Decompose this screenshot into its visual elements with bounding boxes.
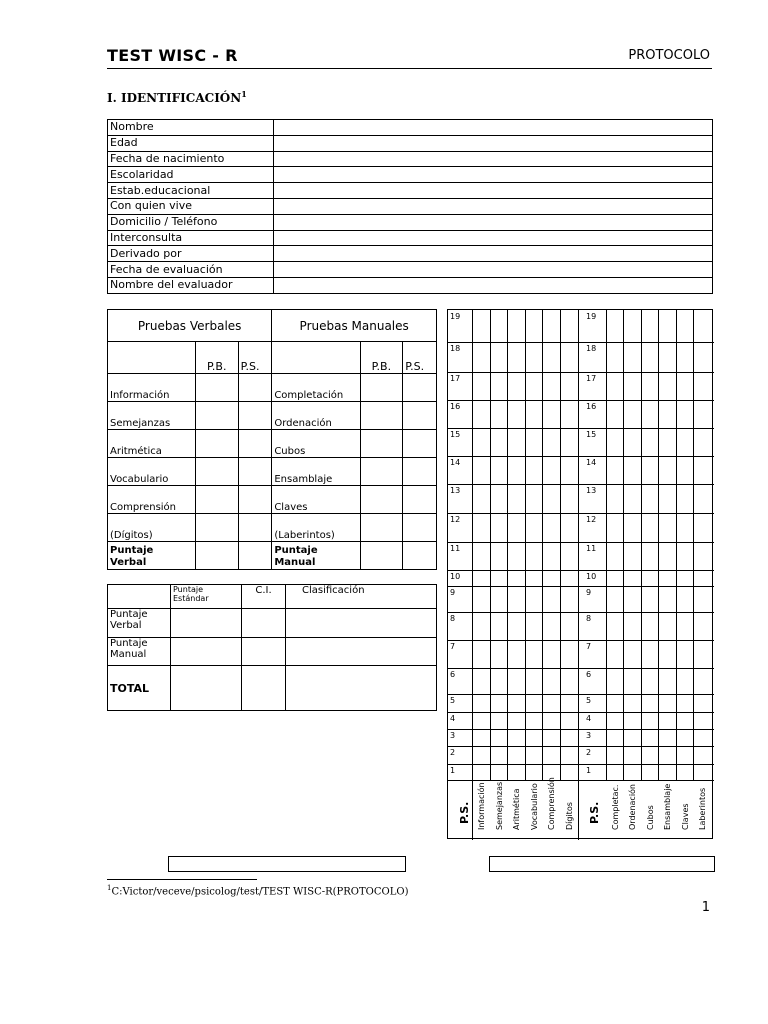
scale-number-verbal: 8	[450, 614, 456, 623]
verbal-ps-cell[interactable]	[238, 486, 272, 514]
identification-row	[108, 135, 713, 151]
summary-row	[108, 638, 437, 666]
scale-number-verbal: 7	[450, 642, 456, 651]
summary-ci-header: C.I.	[242, 585, 286, 609]
verbal-total-ps[interactable]	[238, 542, 272, 570]
tests-row	[108, 374, 437, 402]
verbal-test-label: Aritmética	[108, 430, 196, 458]
grid-row-line	[448, 764, 714, 765]
footnote-mark: 1	[241, 89, 247, 99]
section-title-text: I. IDENTIFICACIÓN	[107, 91, 242, 105]
document-type: PROTOCOLO	[628, 48, 710, 63]
grid-col-line	[472, 780, 473, 840]
grid-col-line	[578, 310, 579, 780]
manual-test-label: Ordenación	[272, 402, 360, 430]
identification-row	[108, 120, 713, 136]
summary-class-header: Clasificación	[286, 585, 437, 609]
scale-number-verbal: 15	[450, 430, 461, 439]
scale-number-verbal: 4	[450, 714, 456, 723]
identification-value-field[interactable]	[274, 277, 713, 293]
scale-number-manual: 18	[586, 344, 597, 353]
ps-label-manual: P.S.	[588, 801, 601, 824]
identification-label: Derivado por	[108, 246, 274, 262]
manual-column-label: Completac.	[611, 784, 620, 830]
tests-blank-cell	[108, 342, 196, 374]
verbal-pb-cell[interactable]	[195, 514, 238, 542]
grid-col-line	[623, 310, 624, 780]
scale-number-manual: 11	[586, 544, 597, 553]
tests-table	[107, 309, 437, 570]
grid-col-line	[658, 310, 659, 780]
scale-number-verbal: 2	[450, 748, 456, 757]
identification-label: Nombre	[108, 120, 274, 136]
manual-pb-cell[interactable]	[360, 430, 403, 458]
scale-number-manual: 19	[586, 312, 597, 321]
scale-number-manual: 6	[586, 670, 592, 679]
identification-value-field[interactable]	[274, 262, 713, 278]
manual-pb-header: P.B.	[360, 342, 403, 374]
summary-ci-cell[interactable]	[242, 638, 286, 666]
summary-blank	[108, 585, 171, 609]
grid-col-line	[560, 310, 561, 780]
manual-column-label: Claves	[681, 803, 690, 830]
verbal-column-label: Información	[477, 782, 486, 830]
identification-label: Fecha de nacimiento	[108, 151, 274, 167]
scale-number-manual: 3	[586, 731, 592, 740]
manual-ps-cell[interactable]	[403, 486, 437, 514]
grid-row-line	[448, 746, 714, 747]
summary-class-cell[interactable]	[286, 638, 437, 666]
scale-number-verbal: 6	[450, 670, 456, 679]
identification-value-field[interactable]	[274, 230, 713, 246]
scale-number-manual: 10	[586, 572, 597, 581]
scale-number-manual: 7	[586, 642, 592, 651]
verbal-ps-header: P.S.	[238, 342, 272, 374]
identification-row	[108, 246, 713, 262]
summary-ci-cell[interactable]	[242, 609, 286, 638]
tests-row	[108, 458, 437, 486]
scale-number-verbal: 19	[450, 312, 461, 321]
manual-ps-cell[interactable]	[403, 374, 437, 402]
header-rule	[107, 68, 712, 69]
manual-ps-header: P.S.	[403, 342, 437, 374]
scale-number-verbal: 10	[450, 572, 461, 581]
identification-row	[108, 230, 713, 246]
summary-row	[108, 609, 437, 638]
verbal-test-label: Información	[108, 374, 196, 402]
identification-label: Nombre del evaluador	[108, 277, 274, 293]
manual-pb-cell[interactable]	[360, 486, 403, 514]
manual-column-label: Ordenación	[628, 783, 637, 830]
grid-col-line	[472, 310, 473, 780]
tests-row	[108, 486, 437, 514]
verbal-test-label: Semejanzas	[108, 402, 196, 430]
scale-number-verbal: 12	[450, 515, 461, 524]
tests-row	[108, 402, 437, 430]
scale-number-manual: 1	[586, 766, 592, 775]
identification-row	[108, 277, 713, 293]
grid-col-line	[542, 310, 543, 780]
grid-row-line	[448, 668, 714, 669]
manual-test-label: Cubos	[272, 430, 360, 458]
manual-column-label: Ensamblaje	[663, 783, 672, 830]
scale-number-verbal: 13	[450, 486, 461, 495]
summary-row-label: Puntaje Verbal	[108, 609, 171, 638]
verbal-column-label: Dígitos	[565, 802, 574, 830]
identification-row	[108, 183, 713, 199]
footnote-text: C:Victor/veceve/psicolog/test/TEST WISC-R(PROTOCOLO)	[111, 886, 409, 898]
verbal-pb-cell[interactable]	[195, 374, 238, 402]
identification-value-field[interactable]	[274, 120, 713, 136]
verbal-ps-cell[interactable]	[238, 514, 272, 542]
footnote-mark: 1	[107, 884, 112, 892]
scale-number-verbal: 16	[450, 402, 461, 411]
scale-number-manual: 8	[586, 614, 592, 623]
grid-row-line	[448, 729, 714, 730]
identification-value-field[interactable]	[274, 135, 713, 151]
grid-row-line	[448, 640, 714, 641]
identification-label: Domicilio / Teléfono	[108, 214, 274, 230]
summary-table	[107, 584, 437, 711]
section-title	[107, 89, 247, 105]
identification-value-field[interactable]	[274, 167, 713, 183]
scale-number-manual: 4	[586, 714, 592, 723]
scale-number-verbal: 9	[450, 588, 456, 597]
manual-column-label: Laberintos	[698, 787, 707, 830]
tests-blank-cell	[272, 342, 360, 374]
grid-row-line	[448, 513, 714, 514]
grid-row-line	[448, 612, 714, 613]
verbal-column-label: Comprensión	[547, 777, 556, 830]
manual-test-label: (Laberintos)	[272, 514, 360, 542]
identification-label: Fecha de evaluación	[108, 262, 274, 278]
verbal-total-label: Puntaje Verbal	[108, 542, 196, 570]
grid-col-line	[693, 310, 694, 780]
scale-number-verbal: 1	[450, 766, 456, 775]
scale-number-manual: 9	[586, 588, 592, 597]
footnote	[107, 884, 408, 897]
verbal-column-label: Vocabulario	[530, 783, 539, 830]
manual-test-label: Completación	[272, 374, 360, 402]
identification-row	[108, 198, 713, 214]
verbal-column-label: Aritmética	[512, 788, 521, 830]
verbal-test-label: Vocabulario	[108, 458, 196, 486]
scale-number-manual: 17	[586, 374, 597, 383]
manual-total-label: Puntaje Manual	[272, 542, 360, 570]
summary-standard-cell[interactable]	[171, 666, 242, 711]
manual-pb-cell[interactable]	[360, 458, 403, 486]
manual-test-label: Ensamblaje	[272, 458, 360, 486]
verbal-tests-header: Pruebas Verbales	[108, 310, 272, 342]
verbal-pb-cell[interactable]	[195, 486, 238, 514]
grid-col-line	[490, 310, 491, 780]
tests-row	[108, 430, 437, 458]
grid-col-line	[676, 310, 677, 780]
grid-row-line	[448, 456, 714, 457]
summary-class-cell[interactable]	[286, 609, 437, 638]
manual-tests-header: Pruebas Manuales	[272, 310, 437, 342]
identification-row	[108, 214, 713, 230]
identification-value-field[interactable]	[274, 246, 713, 262]
scale-number-verbal: 14	[450, 458, 461, 467]
identification-row	[108, 262, 713, 278]
signature-box-right[interactable]	[489, 856, 715, 872]
grid-row-line	[448, 712, 714, 713]
manual-pb-cell[interactable]	[360, 402, 403, 430]
manual-test-label: Claves	[272, 486, 360, 514]
grid-row-line	[448, 780, 714, 781]
grid-row-line	[448, 400, 714, 401]
grid-row-line	[448, 372, 714, 373]
verbal-total-pb[interactable]	[195, 542, 238, 570]
summary-standard-cell[interactable]	[171, 638, 242, 666]
verbal-column-label: Semejanzas	[495, 781, 504, 830]
signature-box-left[interactable]	[168, 856, 406, 872]
scale-number-manual: 15	[586, 430, 597, 439]
verbal-pb-cell[interactable]	[195, 458, 238, 486]
manual-total-pb[interactable]	[360, 542, 403, 570]
identification-label: Interconsulta	[108, 230, 274, 246]
verbal-test-label: (Dígitos)	[108, 514, 196, 542]
verbal-ps-cell[interactable]	[238, 430, 272, 458]
manual-column-label: Cubos	[646, 805, 655, 830]
page-number: 1	[701, 900, 710, 915]
document-title: TEST WISC - R	[107, 46, 238, 65]
grid-row-line	[448, 570, 714, 571]
scale-number-verbal: 3	[450, 731, 456, 740]
grid-col-line	[507, 310, 508, 780]
grid-row-line	[448, 484, 714, 485]
scale-number-verbal: 18	[450, 344, 461, 353]
verbal-ps-cell[interactable]	[238, 374, 272, 402]
identification-label: Edad	[108, 135, 274, 151]
grid-row-line	[448, 342, 714, 343]
ps-label-verbal: P.S.	[458, 801, 471, 824]
identification-value-field[interactable]	[274, 183, 713, 199]
verbal-ps-cell[interactable]	[238, 458, 272, 486]
grid-row-line	[448, 694, 714, 695]
manual-ps-cell[interactable]	[403, 514, 437, 542]
summary-row-label: Puntaje Manual	[108, 638, 171, 666]
identification-label: Con quien vive	[108, 198, 274, 214]
grid-row-line	[448, 586, 714, 587]
verbal-pb-header: P.B.	[195, 342, 238, 374]
identification-value-field[interactable]	[274, 198, 713, 214]
scale-number-verbal: 11	[450, 544, 461, 553]
summary-row-label: TOTAL	[108, 666, 171, 711]
grid-row-line	[448, 428, 714, 429]
scale-number-manual: 14	[586, 458, 597, 467]
verbal-ps-cell[interactable]	[238, 402, 272, 430]
manual-pb-cell[interactable]	[360, 374, 403, 402]
identification-row	[108, 151, 713, 167]
identification-label: Estab.educacional	[108, 183, 274, 199]
profile-grid	[447, 309, 713, 839]
scale-number-manual: 5	[586, 696, 592, 705]
summary-class-cell[interactable]	[286, 666, 437, 711]
scale-number-manual: 13	[586, 486, 597, 495]
tests-row	[108, 514, 437, 542]
scale-number-manual: 2	[586, 748, 592, 757]
scale-number-verbal: 17	[450, 374, 461, 383]
scale-number-verbal: 5	[450, 696, 456, 705]
identification-value-field[interactable]	[274, 151, 713, 167]
manual-total-ps[interactable]	[403, 542, 437, 570]
grid-row-line	[448, 542, 714, 543]
identification-table	[107, 119, 713, 294]
manual-ps-cell[interactable]	[403, 430, 437, 458]
grid-col-line	[606, 310, 607, 780]
manual-ps-cell[interactable]	[403, 458, 437, 486]
summary-standard-cell[interactable]	[171, 609, 242, 638]
summary-standard-header: Puntaje Estándar	[171, 585, 242, 609]
verbal-pb-cell[interactable]	[195, 430, 238, 458]
verbal-pb-cell[interactable]	[195, 402, 238, 430]
identification-value-field[interactable]	[274, 214, 713, 230]
identification-label: Escolaridad	[108, 167, 274, 183]
identification-row	[108, 167, 713, 183]
manual-ps-cell[interactable]	[403, 402, 437, 430]
grid-col-line	[578, 780, 579, 840]
scale-number-manual: 12	[586, 515, 597, 524]
scale-number-manual: 16	[586, 402, 597, 411]
summary-row	[108, 666, 437, 711]
footnote-rule	[107, 879, 257, 880]
manual-pb-cell[interactable]	[360, 514, 403, 542]
grid-col-line	[525, 310, 526, 780]
grid-col-line	[641, 310, 642, 780]
summary-ci-cell[interactable]	[242, 666, 286, 711]
verbal-test-label: Comprensión	[108, 486, 196, 514]
